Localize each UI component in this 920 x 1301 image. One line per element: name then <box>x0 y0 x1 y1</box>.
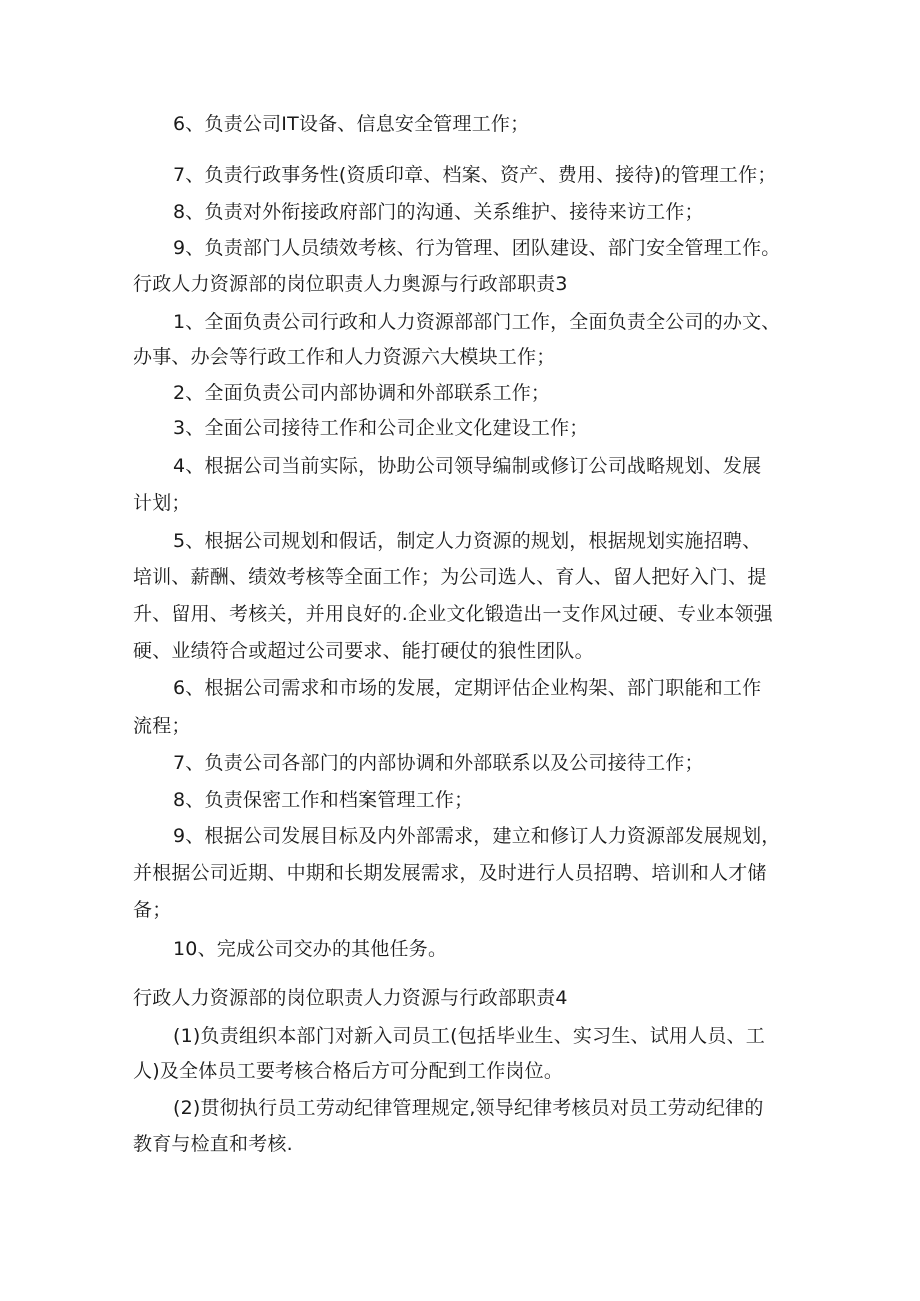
paragraph-line: 并根据公司近期、中期和长期发展需求，及时进行人员招聘、培训和人才储 <box>133 862 767 884</box>
paragraph-line: 硬、业绩符合或超过公司要求、能打硬仗的狼性团队。 <box>133 640 594 662</box>
paragraph-line: 6、根据公司需求和市场的发展，定期评估企业构架、部门职能和工作 <box>173 677 762 699</box>
paragraph-line: 9、负责部门人员绩效考核、行为管理、团队建设、部门安全管理工作。 <box>173 237 781 259</box>
paragraph-line: 升、留用、考核关，并用良好的.企业文化锻造出一支作风过硬、专业本领强 <box>133 603 773 625</box>
paragraph-line: 计划； <box>133 492 191 514</box>
paragraph-line: 备； <box>133 899 172 921</box>
paragraph-line: 2、全面负责公司内部协调和外部联系工作； <box>173 382 551 404</box>
paragraph-line: 9、根据公司发展目标及内外部需求，建立和修订人力资源部发展规划， <box>173 825 781 847</box>
paragraph-line: 7、负责公司各部门的内部协调和外部联系以及公司接待工作； <box>173 752 704 774</box>
paragraph-line: 1、全面负责公司行政和人力资源部部门工作，全面负责全公司的办文、 <box>173 311 781 333</box>
paragraph-line: 4、根据公司当前实际，协助公司领导编制或修订公司战略规划、发展 <box>173 455 762 477</box>
paragraph-line: 5、根据公司规划和假话，制定人力资源的规划，根据规划实施招聘、 <box>173 530 762 552</box>
paragraph-line: 3、全面公司接待工作和公司企业文化建设工作； <box>173 417 589 439</box>
paragraph-line: 培训、薪酬、绩效考核等全面工作；为公司选人、育人、留人把好入门、提 <box>133 566 767 588</box>
paragraph-line: (2)贯彻执行员工劳动纪律管理规定,领导纪律考核员对员工劳动纪律的 <box>173 1097 764 1119</box>
section-heading: 行政人力资源部的岗位职责人力奥源与行政部职责3 <box>133 273 568 295</box>
paragraph-line: 7、负责行政事务性(资质印章、档案、资产、费用、接待)的管理工作； <box>173 164 777 186</box>
paragraph-line: (1)负责组织本部门对新入司员工(包括毕业生、实习生、试用人员、工 <box>173 1025 765 1047</box>
paragraph-line: 8、负责保密工作和档案管理工作； <box>173 789 474 811</box>
paragraph-line: 人)及全体员工要考核合格后方可分配到工作岗位。 <box>133 1060 564 1082</box>
paragraph-line: 教育与检直和考核. <box>133 1133 293 1155</box>
paragraph-line: 6、负责公司IT设备、信息安全管理工作； <box>173 113 530 135</box>
paragraph-line: 办事、办会等行政工作和人力资源六大模块工作； <box>133 346 556 368</box>
paragraph-line: 8、负责对外衔接政府部门的沟通、关系维护、接待来访工作； <box>173 201 704 223</box>
paragraph-line: 10、完成公司交办的其他任务。 <box>173 938 448 960</box>
section-heading: 行政人力资源部的岗位职责人力资源与行政部职责4 <box>133 987 568 1009</box>
paragraph-line: 流程； <box>133 715 191 737</box>
